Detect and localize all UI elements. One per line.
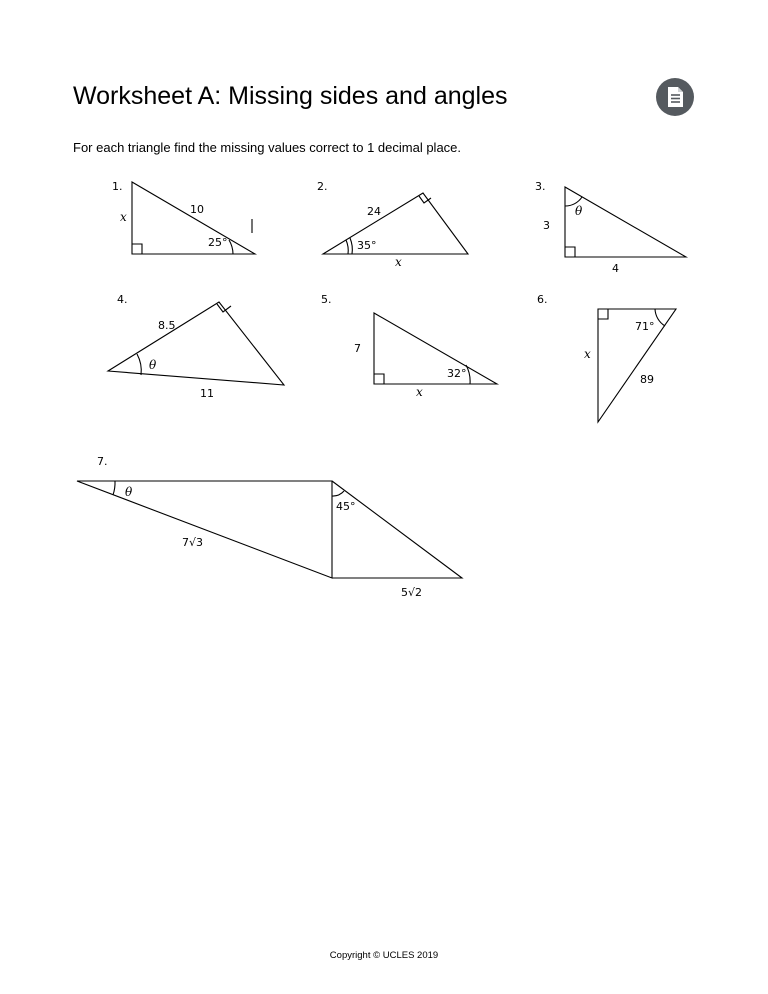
question-6-number: 6. — [537, 293, 548, 306]
q7-base-label: 5√2 — [401, 586, 423, 599]
q4-side-label: 8.5 — [158, 319, 176, 332]
q1-hypotenuse-label: 10 — [190, 203, 204, 216]
q1-unknown-label: x — [120, 210, 127, 224]
triangle-1 — [132, 182, 255, 254]
triangle-7 — [77, 481, 462, 578]
q5-unknown-label: x — [416, 385, 423, 399]
q2-angle-label: 35° — [357, 239, 377, 252]
q4-base-label: 11 — [200, 387, 214, 400]
q4-unknown-label: θ — [149, 358, 157, 372]
question-4-number: 4. — [117, 293, 128, 306]
triangle-2 — [323, 193, 468, 254]
q5-angle-label: 32° — [447, 367, 467, 380]
question-7-number: 7. — [97, 455, 108, 468]
question-5-number: 5. — [321, 293, 332, 306]
q6-angle-label: 71° — [635, 320, 655, 333]
q7-unknown-label: θ — [125, 485, 133, 499]
question-2-number: 2. — [317, 180, 328, 193]
q1-angle-label: 25° — [208, 236, 228, 249]
q2-unknown-label: x — [395, 255, 402, 269]
q6-hypotenuse-label: 89 — [640, 373, 654, 386]
q6-unknown-label: x — [584, 347, 591, 361]
triangle-3 — [565, 187, 686, 257]
q5-left-label: 7 — [354, 342, 361, 355]
q3-left-label: 3 — [543, 219, 550, 232]
q3-unknown-label: θ — [575, 204, 583, 218]
question-1-number: 1. — [112, 180, 123, 193]
copyright-footer: Copyright © UCLES 2019 — [329, 950, 439, 961]
q7-angle-label: 45° — [336, 500, 356, 513]
worksheet-title: Worksheet A: Missing sides and angles — [73, 82, 508, 110]
triangle-5 — [374, 313, 497, 384]
q3-bottom-label: 4 — [612, 262, 619, 275]
question-3-number: 3. — [535, 180, 546, 193]
q7-hypotenuse-label: 7√3 — [182, 536, 204, 549]
instructions: For each triangle find the missing values correct to 1 decimal place. — [73, 140, 462, 155]
triangle-4 — [108, 302, 284, 385]
q2-side-label: 24 — [367, 205, 381, 218]
